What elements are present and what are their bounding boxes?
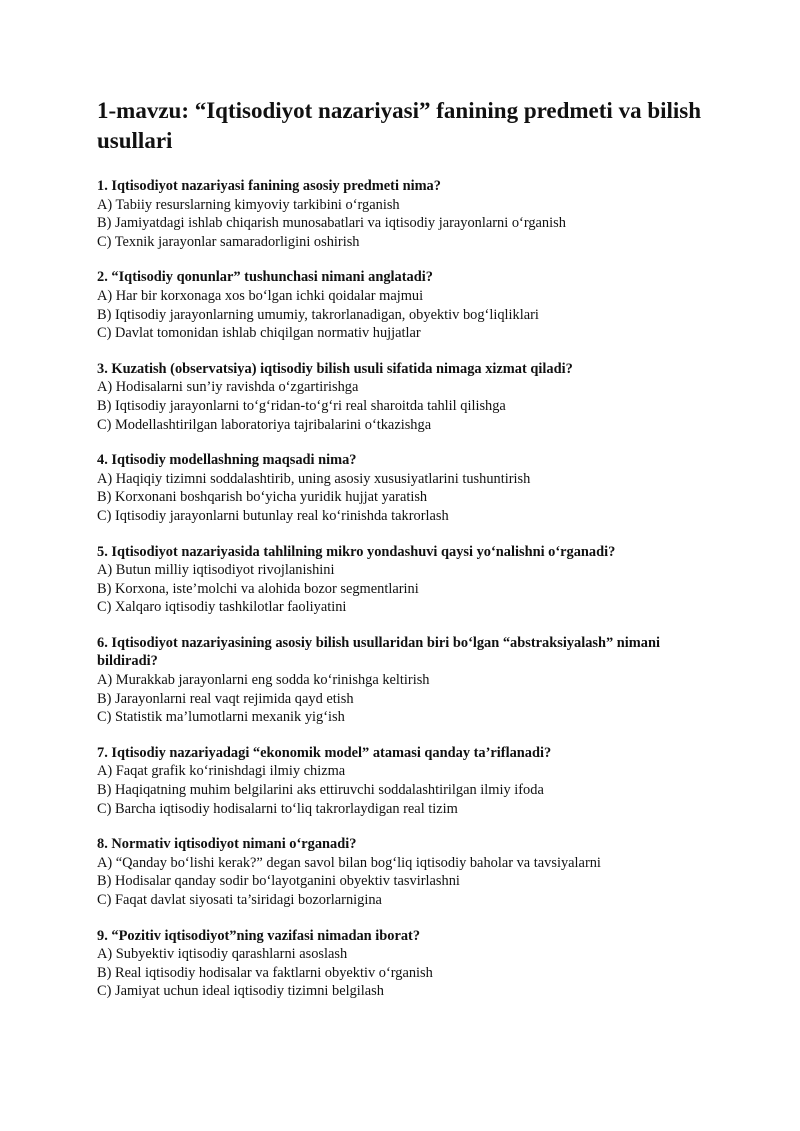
answer-option-c: C) Texnik jarayonlar samaradorligini oshirish [97, 233, 360, 250]
question-text: 9. “Pozitiv iqtisodiyot”ning vazifasi nimadan iborat? [97, 927, 421, 944]
answer-option-a: A) Tabiiy resurslarning kimyoviy tarkibini o‘rganish [97, 196, 400, 213]
answer-option-b: B) Jarayonlarni real vaqt rejimida qayd etish [97, 690, 354, 707]
answer-option-c: C) Modellashtirilgan laboratoriya tajribalarini o‘tkazishga [97, 416, 432, 433]
question-text: 1. Iqtisodiyot nazariyasi fanining asosiy predmeti nima? [97, 178, 441, 194]
answer-option-c: C) Barcha iqtisodiy hodisalarni to‘liq takrorlaydigan real tizim [97, 800, 458, 817]
answer-option-b: B) Real iqtisodiy hodisalar va faktlarni obyektiv o‘rganish [97, 964, 433, 981]
question-text: 8. Normativ iqtisodiyot nimani o‘rganadi? [97, 836, 357, 853]
document-page [97, 96, 707, 1018]
question-8 [97, 835, 707, 909]
question-text: 2. “Iqtisodiy qonunlar” tushunchasi nimani anglatadi? [97, 269, 433, 286]
answer-option-c: C) Davlat tomonidan ishlab chiqilgan normativ hujjatlar [97, 325, 421, 342]
answer-option-b: B) Iqtisodiy jarayonlarning umumiy, takrorlanadigan, obyektiv bog‘liqliklari [97, 306, 539, 323]
question-text: 7. Iqtisodiy nazariyadagi “ekonomik model” atamasi qanday ta’riflanadi? [97, 744, 552, 761]
question-4 [97, 451, 707, 525]
question-1 [97, 177, 707, 251]
answer-option-a: A) Har bir korxonaga xos bo‘lgan ichki qoidalar majmui [97, 287, 424, 304]
question-text: 6. Iqtisodiyot nazariyasining asosiy bilish usullaridan biri bo‘lgan “abstraksiyalash” nimani bildiradi? [97, 634, 660, 670]
answer-option-b: B) Hodisalar qanday sodir bo‘layotganini obyektiv tasvirlashni [97, 873, 460, 890]
answer-option-a: A) Haqiqiy tizimni soddalashtirib, uning asosiy xususiyatlarini tushuntirish [97, 470, 531, 487]
answer-option-a: A) Murakkab jarayonlarni eng sodda ko‘rinishga keltirish [97, 672, 430, 689]
answer-option-c: C) Xalqaro iqtisodiy tashkilotlar faoliyatini [97, 599, 347, 616]
question-text: 3. Kuzatish (observatsiya) iqtisodiy bilish usuli sifatida nimaga xizmat qiladi? [97, 360, 573, 377]
question-text: 5. Iqtisodiyot nazariyasida tahlilning mikro yondashuvi qaysi yo‘nalishni o‘rganadi? [97, 543, 616, 560]
answer-option-a: A) Butun milliy iqtisodiyot rivojlanishini [97, 562, 335, 579]
question-5 [97, 543, 707, 617]
question-2 [97, 268, 707, 342]
answer-option-b: B) Korxona, iste’molchi va alohida bozor segmentlarini [97, 580, 419, 597]
question-9 [97, 927, 707, 1001]
answer-option-b: B) Korxonani boshqarish bo‘yicha yuridik hujjat yaratish [97, 489, 428, 506]
answer-option-a: A) Faqat grafik ko‘rinishdagi ilmiy chizma [97, 763, 346, 780]
answer-option-c: C) Jamiyat uchun ideal iqtisodiy tizimni belgilash [97, 983, 384, 1000]
document-title: 1-mavzu: “Iqtisodiyot nazariyasi” fanining predmeti va bilish usullari [97, 98, 702, 153]
answer-option-c: C) Iqtisodiy jarayonlarni butunlay real ko‘rinishda takrorlash [97, 507, 449, 524]
answer-option-b: B) Jamiyatdagi ishlab chiqarish munosabatlari va iqtisodiy jarayonlarni o‘rganish [97, 215, 566, 232]
answer-option-b: B) Iqtisodiy jarayonlarni to‘g‘ridan-to‘g‘ri real sharoitda tahlil qilishga [97, 397, 506, 414]
answer-option-a: A) “Qanday bo‘lishi kerak?” degan savol bilan bog‘liq iqtisodiy baholar va tavsiyalarni [97, 854, 601, 871]
answer-option-c: C) Faqat davlat siyosati ta’siridagi bozorlarnigina [97, 892, 382, 908]
question-text: 4. Iqtisodiy modellashning maqsadi nima? [97, 452, 357, 469]
answer-option-c: C) Statistik ma’lumotlarni mexanik yig‘ish [97, 709, 345, 726]
question-6 [97, 634, 707, 727]
answer-option-a: A) Hodisalarni sun’iy ravishda o‘zgartirishga [97, 379, 359, 396]
question-7 [97, 744, 707, 818]
question-3 [97, 360, 707, 434]
answer-option-b: B) Haqiqatning muhim belgilarini aks ettiruvchi soddalashtirilgan ilmiy ifoda [97, 782, 544, 799]
answer-option-a: A) Subyektiv iqtisodiy qarashlarni asoslash [97, 946, 348, 963]
